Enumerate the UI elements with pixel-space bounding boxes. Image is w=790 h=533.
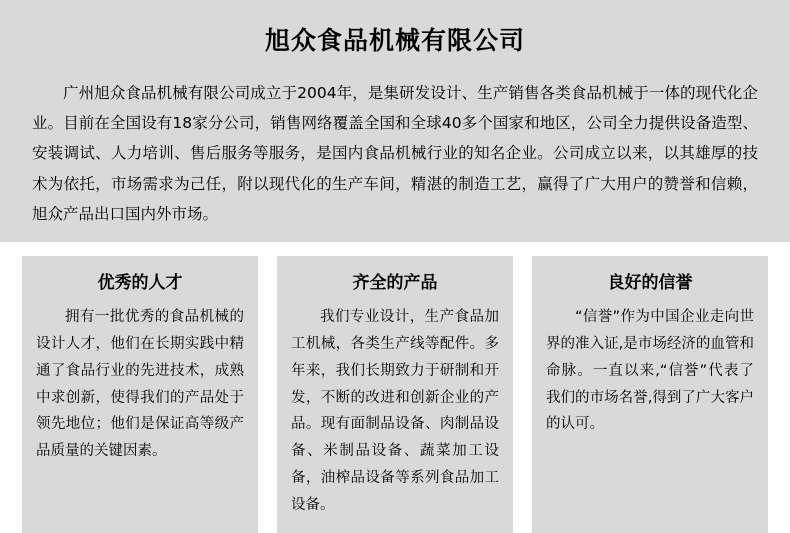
page-title: 旭众食品机械有限公司 (264, 26, 525, 55)
feature-card-talent (22, 256, 258, 533)
company-description: 广州旭众食品机械有限公司成立于2004年，是集研发设计、生产销售各类食品机械于一体的现代化企业。目前在全国设有18家分公司，销售网络覆盖全国和全球40多个国家和地区，公司全力提供设备造型、安装调试、人力培训、售后服务等服务，是国内食品机械行业的知名企业。公司成立以来，以其雄厚的技术为依托，市场需求为己任，附以现代化的生产车间，精湛的制造工艺，赢得了广大用户的赞誉和信赖，旭众产品出口国内外市场。 (32, 84, 758, 223)
feature-card-title: 齐全的产品 (352, 273, 438, 293)
feature-card-products (277, 256, 513, 533)
feature-card-reputation (532, 256, 768, 533)
feature-card-title: 优秀的人才 (97, 273, 183, 293)
feature-card-body: “信誉”作为中国企业走向世界的准入证,是市场经济的血管和命脉。一直以来,“信誉”代表了我们的市场名誉,得到了广大客户的认可。 (546, 309, 754, 433)
feature-card-title: 良好的信誉 (607, 273, 693, 293)
company-hero-panel (0, 0, 790, 242)
feature-card-body: 拥有一批优秀的食品机械的设计人才，他们在长期实践中精通了食品行业的先进技术，成熟中求创新，使得我们的产品处于领先地位；他们是保证高等级产品质量的关键因素。 (36, 309, 244, 460)
feature-card-body: 我们专业设计，生产食品加工机械，各类生产线等配件。多年来，我们长期致力于研制和开发，不断的改进和创新企业的产品。现有面制品设备、肉制品设备、米制品设备、蔬菜加工设备，油榨品设备等系列食品加工设备。 (291, 309, 499, 513)
feature-cards (0, 242, 790, 533)
